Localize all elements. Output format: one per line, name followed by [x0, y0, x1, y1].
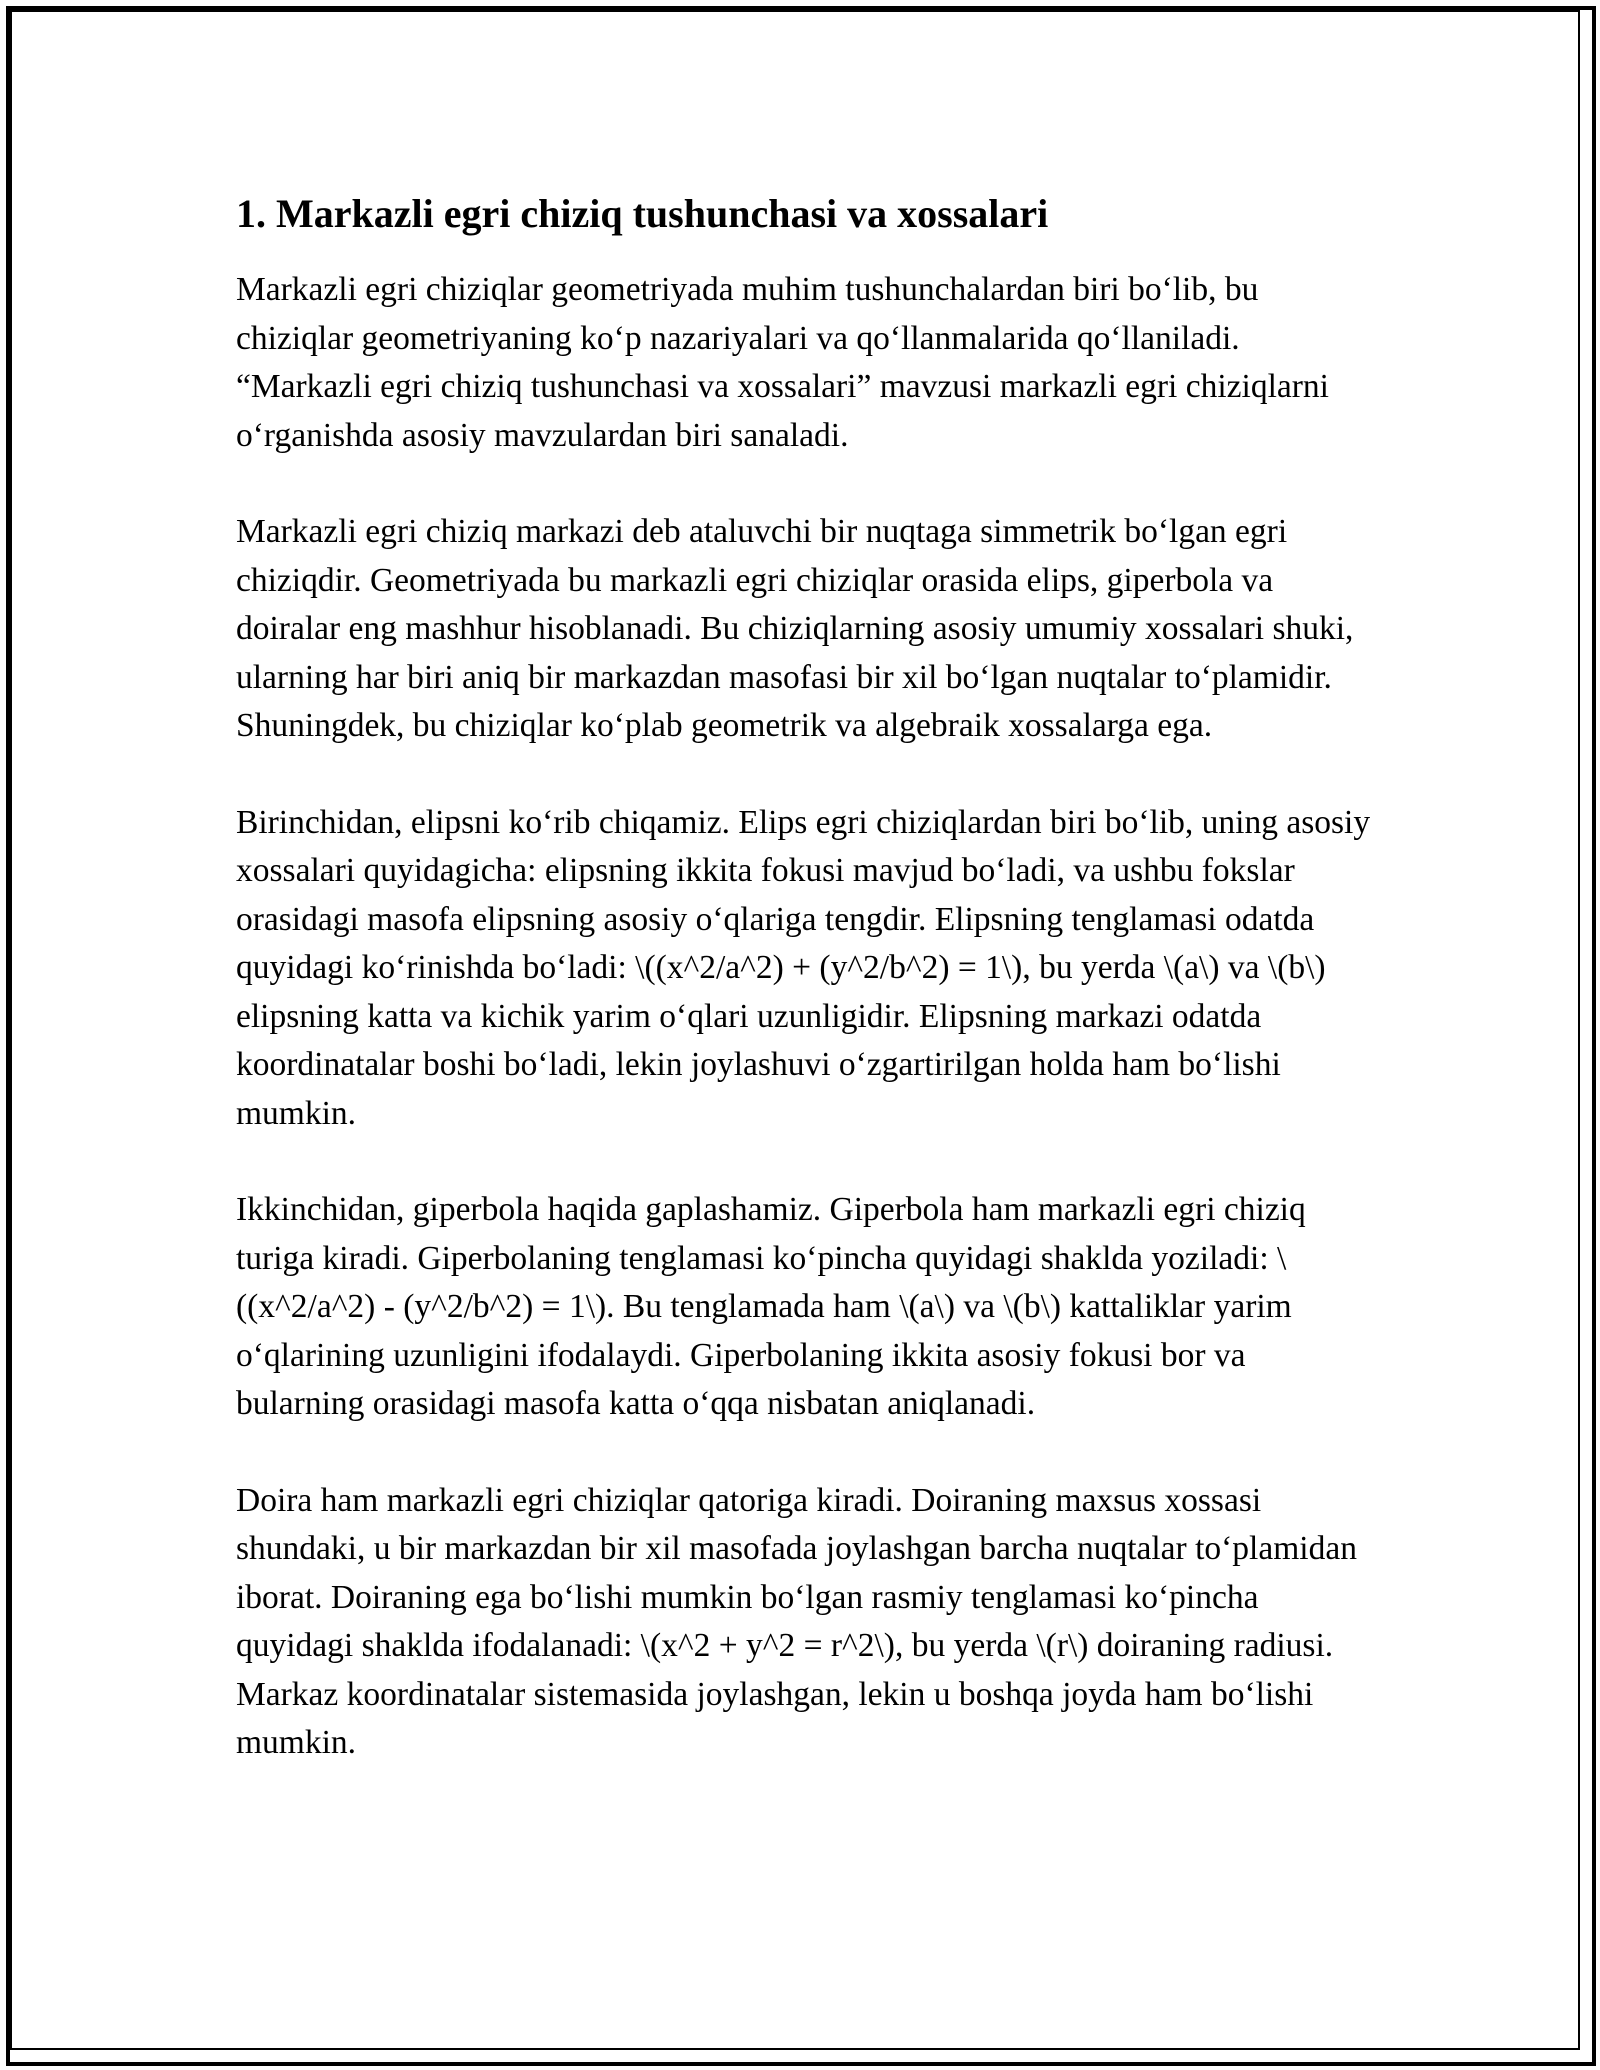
section-heading: 1. Markazli egri chiziq tushunchasi va xossalari [236, 191, 1049, 236]
paragraph-ellipse: Birinchidan, elipsni koʻrib chiqamiz. Elips egri chiziqlardan biri boʻlib, uning asosiy xossalari quyidagicha: elipsning ikkita fokusi mavjud boʻladi, va ushbu fokslar orasidagi masofa elipsning asosiy oʻqlariga tengdir. Elipsning tenglamasi odatda quyidagi koʻrinishda boʻladi: \((x^2/a^2) + (y^2/b^2) = 1\), bu yerda \(a\) va \(b\) elipsning katta va kichik yarim oʻqlari uzunligidir. Elipsning markazi odatda koordinatalar boshi boʻladi, lekin joylashuvi oʻzgartirilgan holda ham boʻlishi mumkin. [236, 803, 1371, 1132]
paragraph-intro: Markazli egri chiziqlar geometriyada muhim tushunchalardan biri boʻlib, bu chiziqlar geometriyaning koʻp nazariyalari va qoʻllanmalarida qoʻllaniladi. “Markazli egri chiziq tushunchasi va xossalari” mavzusi markazli egri chiziqlarni oʻrganishda asosiy mavzulardan biri sanaladi. [236, 271, 1329, 454]
paragraph-hyperbola: Ikkinchidan, giperbola haqida gaplashamiz. Giperbola ham markazli egri chiziq turiga kiradi. Giperbolaning tenglamasi koʻpincha quyidagi shaklda yoziladi: \((x^2/a^2) - (y^2/b^2) = 1\). Bu tenglamada ham \(a\) va \(b\) kattaliklar yarim oʻqlarining uzunligini ifodalaydi. Giperbolaning ikkita asosiy fokusi bor va bularning orasidagi masofa katta oʻqqa nisbatan aniqlanadi. [236, 1191, 1306, 1422]
paragraph-circle: Doira ham markazli egri chiziqlar qatoriga kiradi. Doiraning maxsus xossasi shundaki, u bir markazdan bir xil masofada joylashgan barcha nuqtalar toʻplamidan iborat. Doiraning ega boʻlishi mumkin boʻlgan rasmiy tenglamasi koʻpincha quyidagi shaklda ifodalanadi: \(x^2 + y^2 = r^2\), bu yerda \(r\) doiraning radiusi. Markaz koordinatalar sistemasida joylashgan, lekin u boshqa joyda ham boʻlishi mumkin. [236, 1481, 1357, 1761]
document-body [236, 188, 1376, 1816]
paragraph-definition: Markazli egri chiziq markazi deb ataluvchi bir nuqtaga simmetrik boʻlgan egri chiziqdir. Geometriyada bu markazli egri chiziqlar orasida elips, giperbola va doiralar eng mashhur hisoblanadi. Bu chiziqlarning asosiy umumiy xossalari shuki, ularning har biri aniq bir markazdan masofasi bir xil boʻlgan nuqtalar toʻplamidir. Shuningdek, bu chiziqlar koʻplab geometrik va algebraik xossalarga ega. [236, 513, 1354, 744]
